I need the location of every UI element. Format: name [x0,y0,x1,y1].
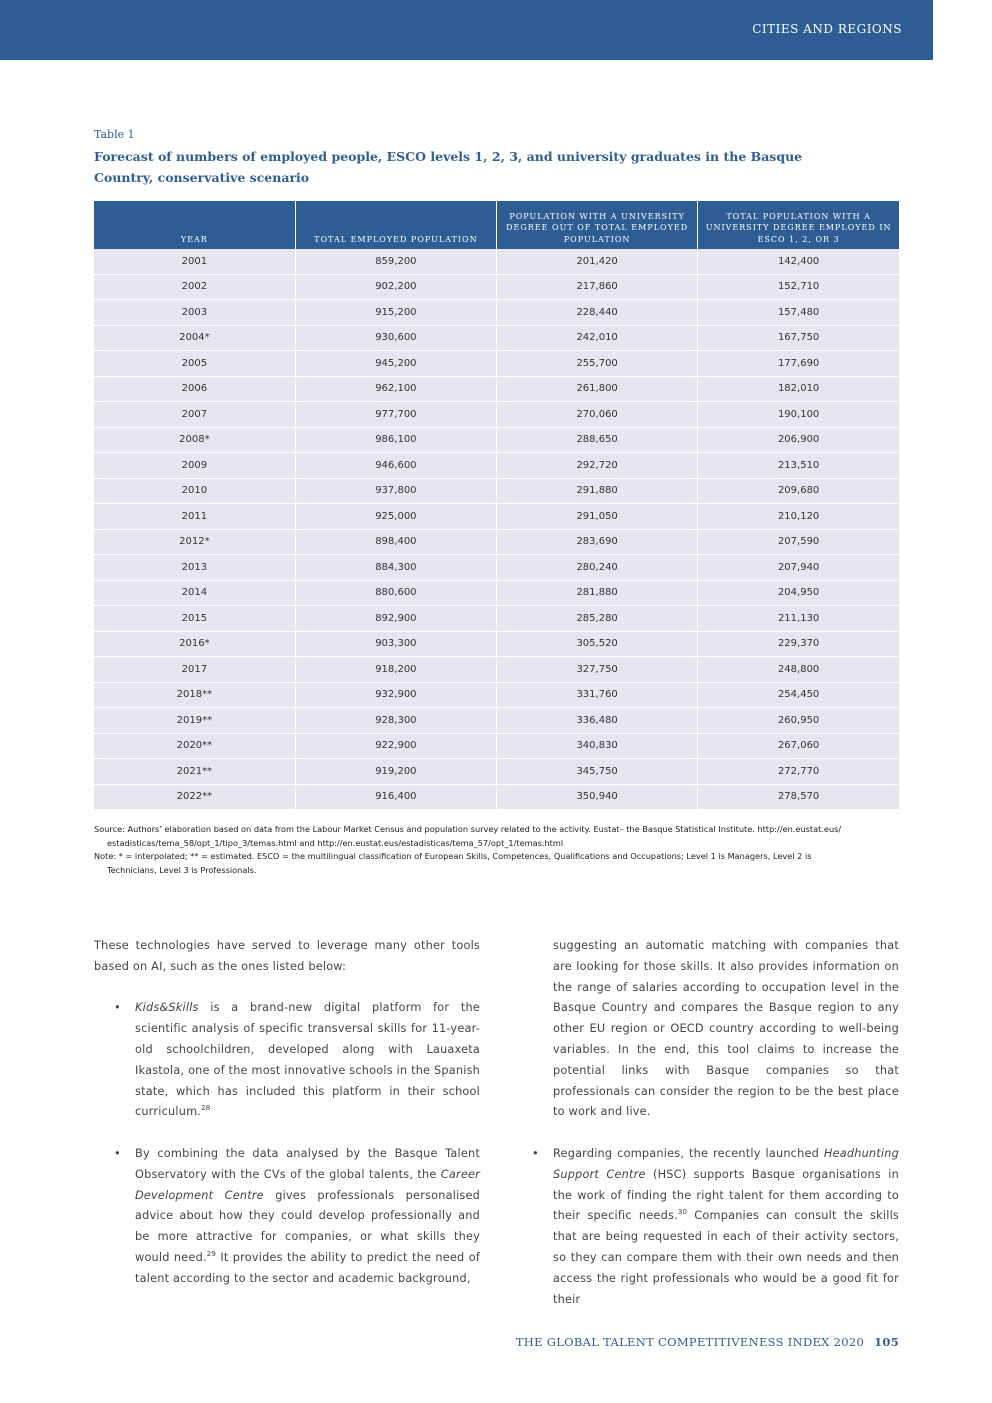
table-cell: 260,950 [698,708,899,734]
table-cell: 2008* [94,427,295,453]
table-cell: 884,300 [295,555,496,581]
table-row [94,784,899,810]
career-centre-pre: By combining the data analysed by the Basque Talent Observatory with the CVs of the global talents, the [135,1146,480,1181]
table-cell: 288,650 [497,427,698,453]
table-cell: 207,940 [698,555,899,581]
column-header-esco: TOTAL POPULATION WITH A UNIVERSITY DEGREE EMPLOYED IN ESCO 1, 2, OR 3 [698,201,899,249]
table-cell: 272,770 [698,759,899,785]
table-cell: 350,940 [497,784,698,810]
table-cell: 880,600 [295,580,496,606]
table-body [94,249,899,810]
table-cell: 2001 [94,249,295,274]
table-cell: 213,510 [698,453,899,479]
table-row [94,402,899,428]
table-cell: 167,750 [698,325,899,351]
table-cell: 916,400 [295,784,496,810]
table-cell: 2004* [94,325,295,351]
table-cell: 340,830 [497,733,698,759]
note-line: Note: * = interpolated; ** = estimated. ESCO = the multilingual classification of European Skills, Competences, Qualifications and Occupations; Level 1 is Managers, Level 2 is [94,851,812,861]
table-row [94,274,899,300]
intro-paragraph: These technologies have served to leverage many other tools based on AI, such as the ones listed below: [94,939,480,973]
page-number: 105 [874,1335,899,1349]
career-centre-post: It provides the ability to predict the need of talent according to the sector and academic background, [135,1250,481,1285]
footnote-ref-28[interactable]: 28 [201,1104,211,1113]
table-cell: 925,000 [295,504,496,530]
column-header-year: YEAR [94,201,295,249]
table-cell: 211,130 [698,606,899,632]
table-cell: 336,480 [497,708,698,734]
table-cell: 859,200 [295,249,496,274]
table-cell: 157,480 [698,300,899,326]
table-cell: 903,300 [295,631,496,657]
table-cell: 2009 [94,453,295,479]
table-cell: 267,060 [698,733,899,759]
table-cell: 892,900 [295,606,496,632]
table-cell: 2003 [94,300,295,326]
headhunting-pre: Regarding companies, the recently launched [553,1146,824,1160]
table-cell: 285,280 [497,606,698,632]
header-band [0,0,933,60]
table-cell: 242,010 [497,325,698,351]
table-cell: 986,100 [295,427,496,453]
table-cell: 327,750 [497,657,698,683]
publication-title: THE GLOBAL TALENT COMPETITIVENESS INDEX 2020 [515,1335,865,1349]
table-cell: 305,520 [497,631,698,657]
table-cell: 918,200 [295,657,496,683]
table-cell: 930,600 [295,325,496,351]
table-cell: 2021** [94,759,295,785]
table-cell: 291,050 [497,504,698,530]
table-cell: 283,690 [497,529,698,555]
table-notes [94,823,904,877]
table-row [94,300,899,326]
table-cell: 177,690 [698,351,899,377]
column-header-university-degree: POPULATION WITH A UNIVERSITY DEGREE OUT OF TOTAL EMPLOYED POPULATION [497,201,698,249]
table-cell: 331,760 [497,682,698,708]
table-cell: 261,800 [497,376,698,402]
table-cell: 902,200 [295,274,496,300]
table-cell: 142,400 [698,249,899,274]
table-cell: 255,700 [497,351,698,377]
table-cell: 2005 [94,351,295,377]
table-cell: 2014 [94,580,295,606]
table-cell: 206,900 [698,427,899,453]
table-row [94,351,899,377]
table-label: Table 1 [94,128,135,141]
table-cell: 204,950 [698,580,899,606]
table-cell: 2010 [94,478,295,504]
source-line: Source: Authors’ elaboration based on data from the Labour Market Census and population survey related to the activity. Eustat– the Basque Statistical Institute. http://en.eustat.eus/ [94,824,842,834]
table-cell: 292,720 [497,453,698,479]
table-cell: 922,900 [295,733,496,759]
table-cell: 932,900 [295,682,496,708]
table-cell: 2012* [94,529,295,555]
table-cell: 2020** [94,733,295,759]
data-table [94,201,899,810]
table-cell: 280,240 [497,555,698,581]
table-row [94,478,899,504]
table-cell: 190,100 [698,402,899,428]
table-cell: 937,800 [295,478,496,504]
table-cell: 345,750 [497,759,698,785]
headhunting-title: Headhunting Support Centre [553,1146,899,1181]
table-cell: 946,600 [295,453,496,479]
bullet-kids-skills [94,998,480,1123]
table-cell: 928,300 [295,708,496,734]
table-cell: 2015 [94,606,295,632]
table-cell: 2017 [94,657,295,683]
table-cell: 278,570 [698,784,899,810]
table-cell: 228,440 [497,300,698,326]
table-cell: 945,200 [295,351,496,377]
table-cell: 2011 [94,504,295,530]
table-cell: 2006 [94,376,295,402]
bullet-icon: • [114,1146,121,1160]
table-row [94,657,899,683]
table-row [94,325,899,351]
note-line-continued: Technicians, Level 3 is Professionals. [107,864,257,875]
page-footer [516,1335,899,1349]
bullet-headhunting [532,1144,899,1310]
table-cell: 919,200 [295,759,496,785]
headhunting-post: Companies can consult the skills that are being requested in each of their activity sectors, so they can compare them with their own needs and then access the right professionals who would be a good fit for their [553,1209,899,1306]
bullet-icon: • [114,1001,121,1015]
left-column [94,936,480,1290]
table-row [94,427,899,453]
table-row [94,733,899,759]
table-cell: 207,590 [698,529,899,555]
table-row [94,682,899,708]
table-row [94,631,899,657]
career-centre-text: gives professionals personalised advice about how they could develop professionally and be more attractive for companies, or what skills they would need. [135,1188,481,1264]
footnote-ref-29[interactable]: 29 [206,1250,217,1259]
career-centre-title: Career Development Centre [135,1167,480,1202]
column-header-total-employed: TOTAL EMPLOYED POPULATION [295,201,496,249]
footnote-ref-30[interactable]: 30 [677,1208,688,1217]
section-title: CITIES AND REGIONS [752,22,902,36]
table-cell: 962,100 [295,376,496,402]
table-header-row [94,201,899,249]
table-row [94,606,899,632]
table-row [94,453,899,479]
table-cell: 254,450 [698,682,899,708]
table-cell: 182,010 [698,376,899,402]
table-cell: 229,370 [698,631,899,657]
table-cell: 248,800 [698,657,899,683]
table-cell: 270,060 [497,402,698,428]
headhunting-text: (HSC) supports Basque organisations in the work of finding the right talent for them according to their specific needs. [553,1167,899,1223]
table-cell: 217,860 [497,274,698,300]
table-cell: 898,400 [295,529,496,555]
table-cell: 2019** [94,708,295,734]
bullet-icon: • [532,1146,539,1160]
table-cell: 152,710 [698,274,899,300]
table-cell: 281,880 [497,580,698,606]
right-column [532,936,899,1310]
table-cell: 2016* [94,631,295,657]
table-cell: 977,700 [295,402,496,428]
table-cell: 210,120 [698,504,899,530]
kids-skills-title: Kids&Skills [135,1001,199,1015]
table-cell: 2018** [94,682,295,708]
table-row [94,555,899,581]
bullet-career-centre [94,1144,480,1290]
table-row [94,580,899,606]
table-row [94,504,899,530]
table-cell: 2007 [94,402,295,428]
kids-skills-text: is a brand-new digital platform for the scientific analysis of specific transversal skills for 11-year-old schoolchildren, developed along with Lauaxeta Ikastola, one of the most innovative schools in the Spanish state, which has included this platform in their school curriculum. [135,1001,481,1119]
table-cell: 291,880 [497,478,698,504]
table-row [94,249,899,274]
table-row [94,376,899,402]
continued-paragraph: suggesting an automatic matching with companies that are looking for those skills. It also provides information on the range of salaries according to occupation level in the Basque Country and compares the Basque region to any other EU region or OECD country according to well-being variables. In the end, this tool claims to increase the potential links with Basque companies so that professionals can consider the region to be the best place to work and live. [553,939,899,1119]
table-row [94,708,899,734]
source-line-continued: estadisticas/tema_58/opt_1/tipo_3/temas.html and http://en.eustat.eus/estadisticas/tema_57/opt_1/temas.html [107,837,564,848]
table-cell: 209,680 [698,478,899,504]
table-row [94,759,899,785]
table-cell: 201,420 [497,249,698,274]
table-cell: 915,200 [295,300,496,326]
table-title: Forecast of numbers of employed people, ESCO levels 1, 2, 3, and university graduates in the Basque Country, conservative scenario [94,149,803,185]
table-cell: 2002 [94,274,295,300]
table-cell: 2022** [94,784,295,810]
table-row [94,529,899,555]
table-cell: 2013 [94,555,295,581]
